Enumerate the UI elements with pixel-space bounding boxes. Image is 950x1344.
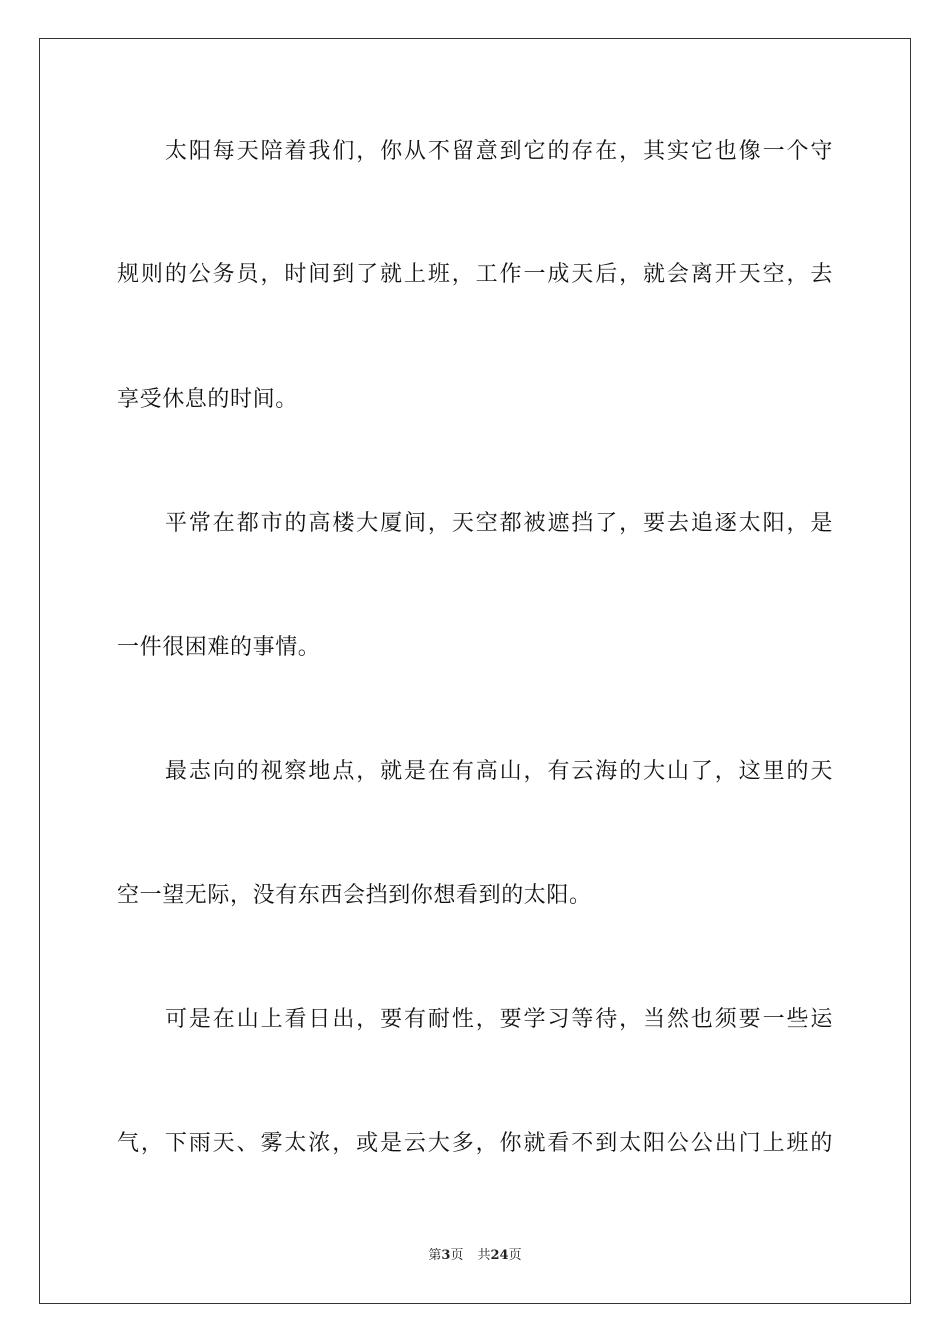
page-prefix: 第	[428, 1248, 442, 1263]
paragraph-3-line-1: 最志向的视察地点，就是在有高山，有云海的大山了，这里的天	[165, 759, 833, 784]
page-number: 3	[441, 1248, 451, 1263]
page-footer	[0, 1247, 950, 1265]
paragraph-1-line-3: 享受休息的时间。	[117, 387, 298, 412]
paragraph-2-line-2: 一件很困难的事情。	[117, 635, 321, 660]
total-prefix: 共	[477, 1248, 491, 1263]
paragraph-1-line-1: 太阳每天陪着我们，你从不留意到它的存在，其实它也像一个守	[165, 139, 833, 164]
paragraph-1-line-2: 规则的公务员，时间到了就上班，工作一成天后，就会离开天空，去	[117, 262, 833, 287]
page-suffix: 页	[450, 1248, 464, 1263]
total-pages: 24	[490, 1248, 509, 1263]
total-suffix: 页	[508, 1248, 522, 1263]
paragraph-4-line-2: 气，下雨天、雾太浓，或是云大多，你就看不到太阳公公出门上班的	[117, 1131, 833, 1156]
page-border	[39, 38, 911, 1304]
paragraph-3-line-2: 空一望无际，没有东西会挡到你想看到的太阳。	[117, 883, 592, 908]
paragraph-4-line-1: 可是在山上看日出，要有耐性，要学习等待，当然也须要一些运	[165, 1007, 833, 1032]
paragraph-2-line-1: 平常在都市的高楼大厦间，天空都被遮挡了，要去追逐太阳，是	[165, 511, 833, 536]
